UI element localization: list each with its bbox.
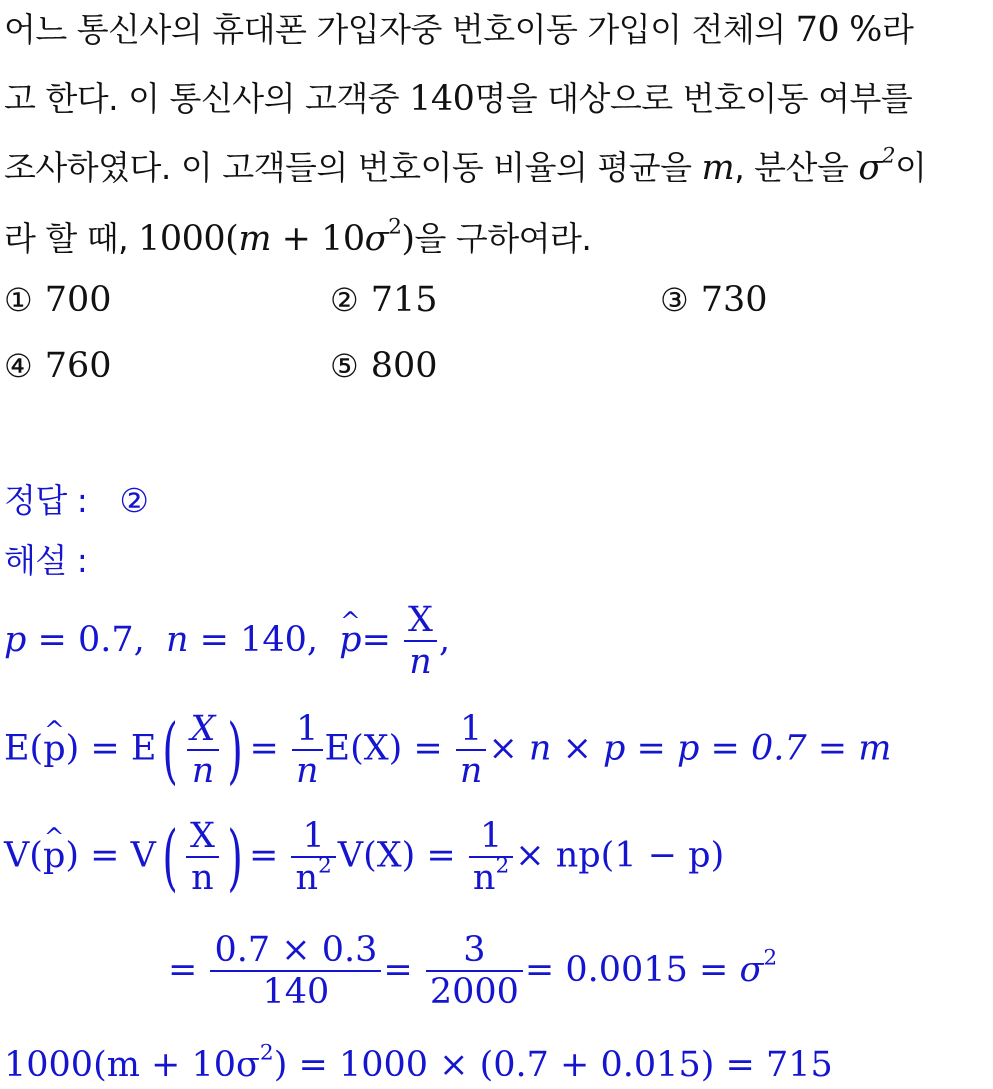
question-text: 어느 통신사의 휴대폰 가입자중 번호이동 가입이 전체의	[4, 10, 796, 49]
answer-value: ②	[119, 481, 149, 520]
explanation-line-2: E(^ p) = E( $\frac{X}{n}$ ) = $\frac{1}{n}$ E(X) = $\frac{1}{n}$ × n × p = p = 0.7 = m	[4, 708, 891, 792]
question-line-4	[4, 213, 591, 260]
question-line-1	[4, 4, 913, 51]
question-text: 고 한다. 이 통신사의 고객중	[4, 79, 410, 118]
variance-symbol: $\sigma^2$	[858, 143, 896, 188]
question-line-3	[4, 142, 926, 189]
choice-1[interactable]: ① 700	[4, 280, 112, 320]
target-expression: $1000(m + 10\sigma^2)$	[138, 214, 415, 259]
question-text: 라 할 때,	[4, 219, 139, 258]
question-text: 조사하였다. 이 고객들의 번호이동 비율의 평균을	[4, 148, 702, 187]
choice-2[interactable]: ② 715	[330, 280, 438, 320]
explanation-line-1: p = 0.7, n = 140, ^ p= $\frac{X}{n}$ ,	[4, 600, 450, 683]
choice-4[interactable]: ④ 760	[4, 346, 112, 386]
explanation-line-3: V(^ p) = V( $\frac{X}{n}$ ) = $\frac{1}{n^2}$ V(X) = $\frac{1}{n^2}$ × np(1 − p)	[4, 815, 724, 899]
choice-5[interactable]: ⑤ 800	[330, 346, 438, 386]
choice-3[interactable]: ③ 730	[660, 280, 768, 320]
question-text: 라	[881, 10, 914, 49]
question-text: 을 구하여라.	[414, 219, 592, 258]
mean-symbol: m	[701, 148, 735, 188]
explanation-line-5: $1000(m + 10\sigma^2) = 1000 \times (0.7 + 0.015) = 715$	[4, 1040, 833, 1085]
percent-value: 70	[795, 10, 840, 50]
explanation-line-4: = $\frac{0.7 \times 0.3}{140}$ = $\frac{3}{2000}$ = $0.0015 = \sigma^2$	[168, 930, 778, 1013]
question-text: 이	[895, 148, 927, 187]
answer-line	[4, 475, 148, 522]
question-text: , 분산을	[734, 148, 859, 187]
question-line-2	[4, 73, 912, 120]
question-text: 명을 대상으로 번호이동 여부를	[474, 79, 913, 118]
explanation-label: 해설 :	[4, 541, 88, 580]
answer-label: 정답 :	[4, 481, 88, 520]
sample-size: 140	[409, 79, 475, 119]
percent-unit: %	[849, 10, 882, 50]
